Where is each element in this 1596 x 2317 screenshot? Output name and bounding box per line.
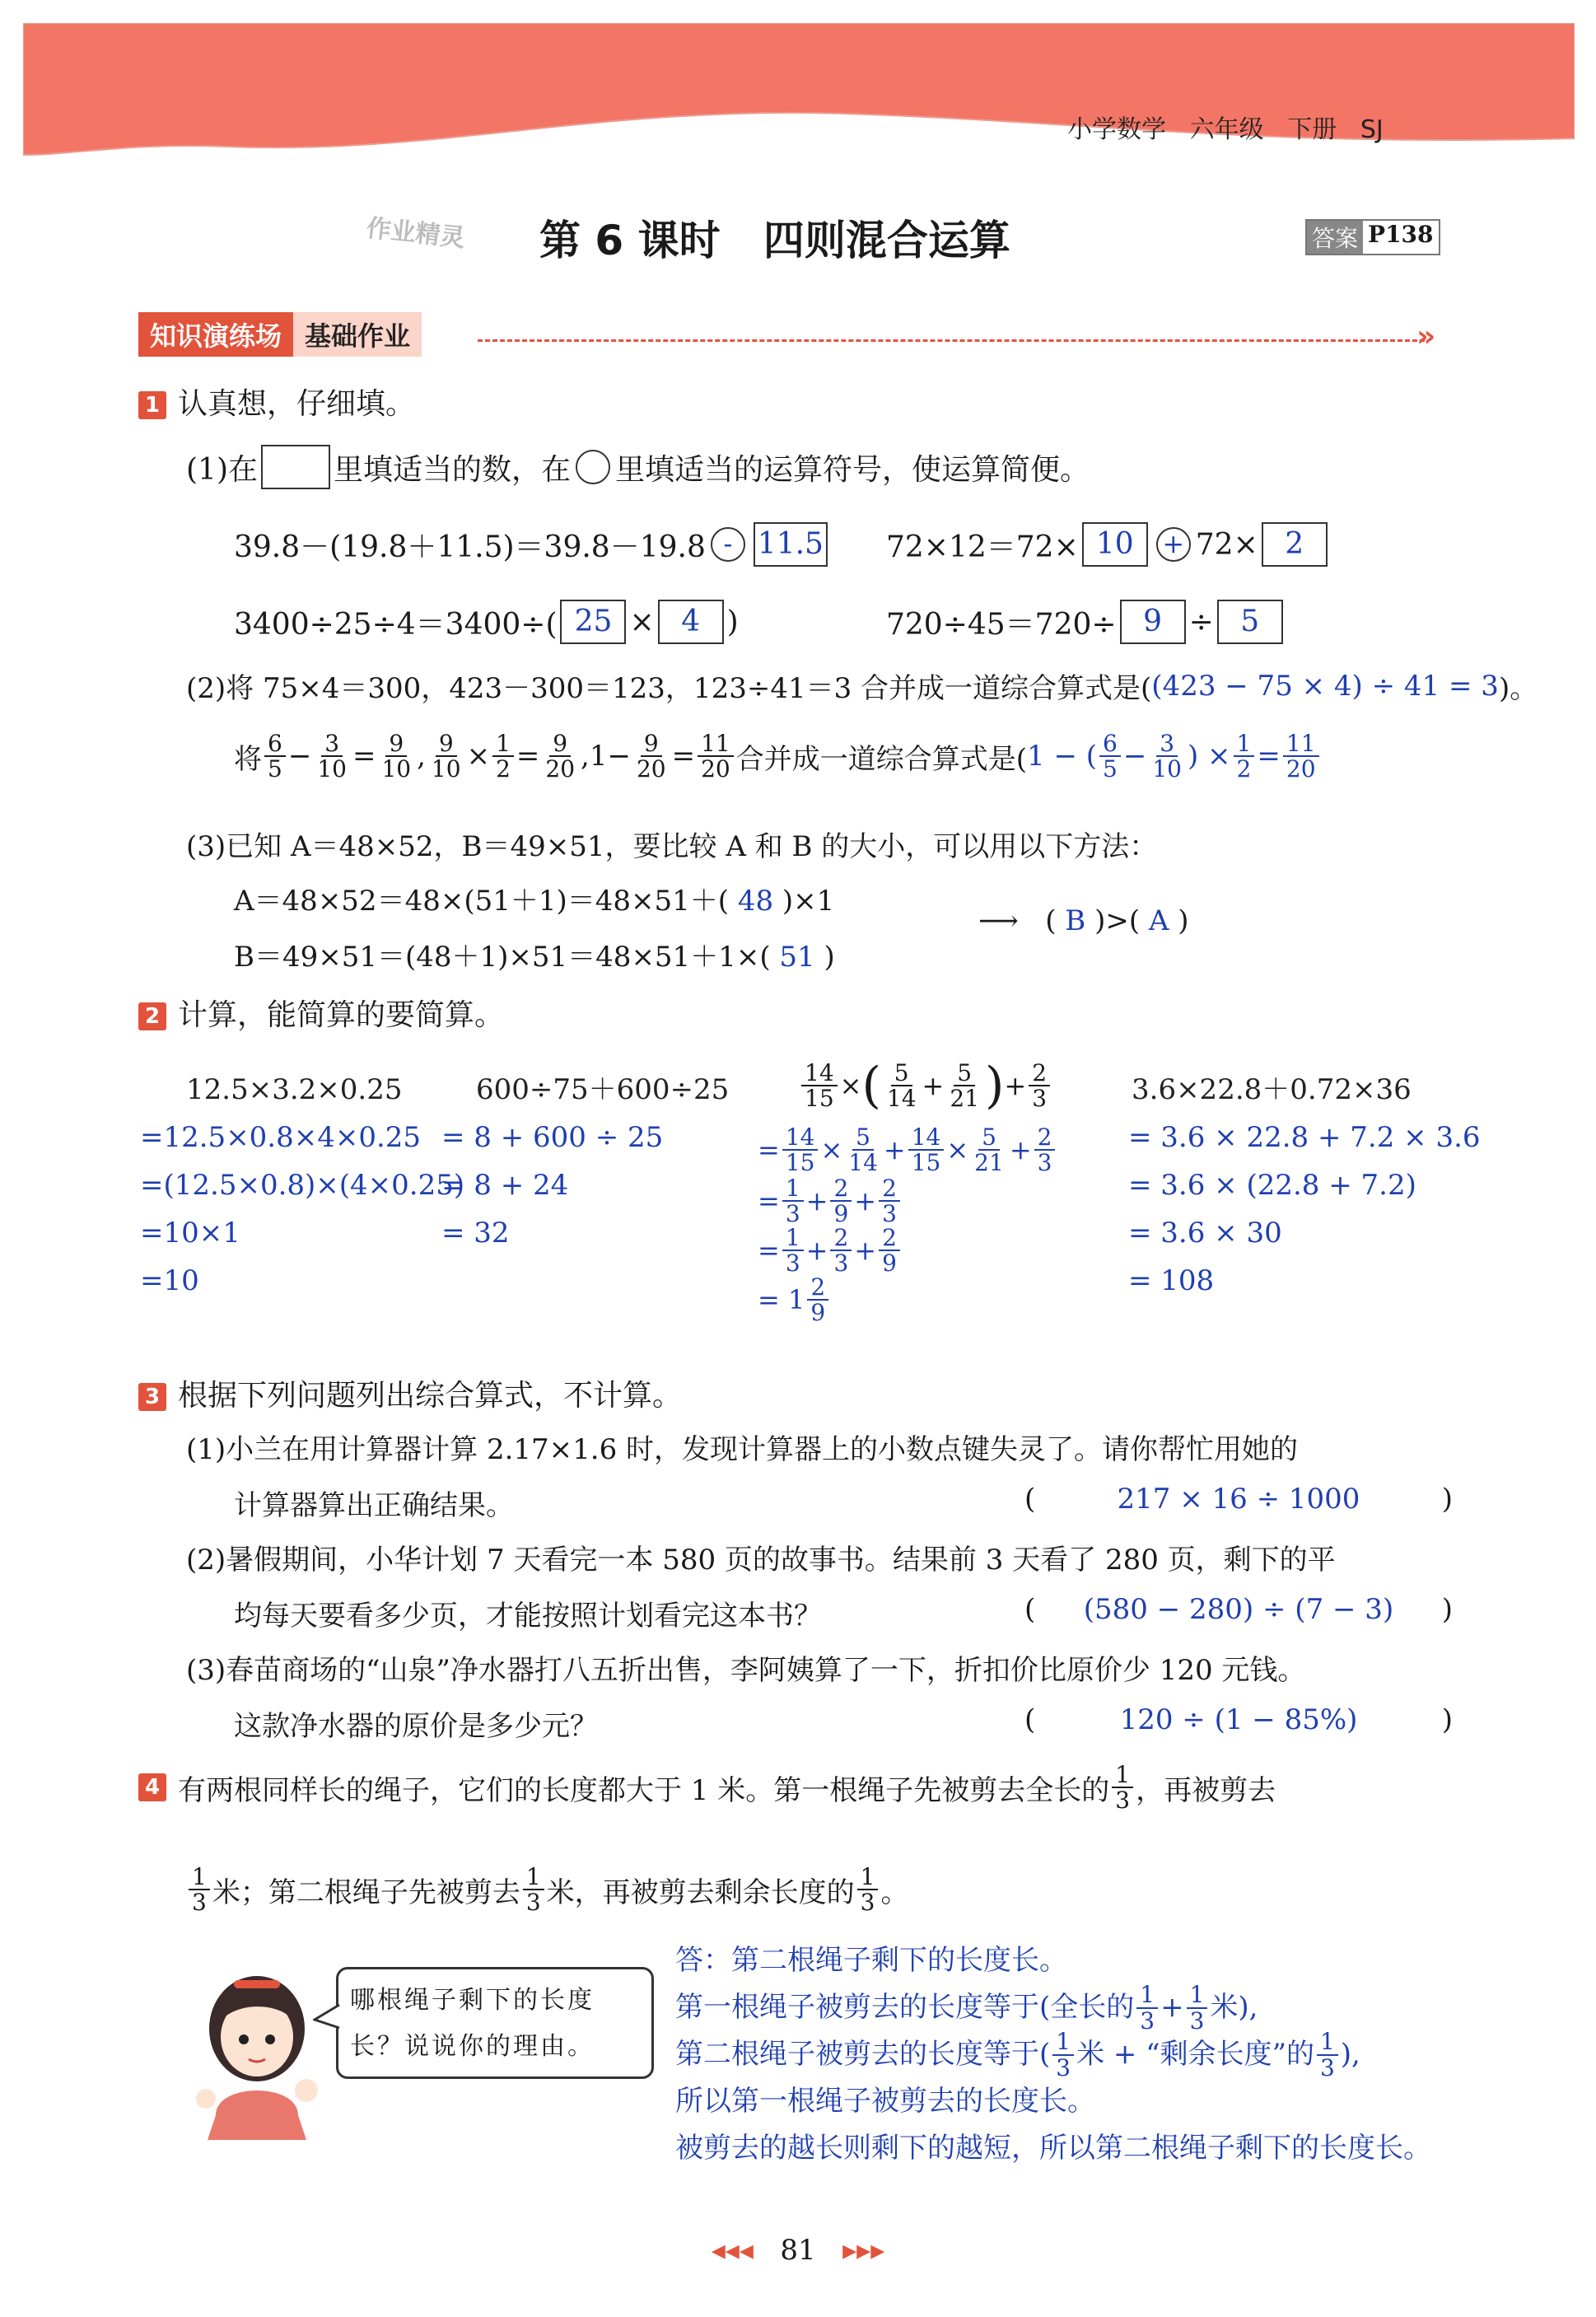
- q2-calc3: [758, 1048, 1057, 1324]
- q1-eq2-op: +: [1156, 527, 1191, 562]
- page-number: 81: [780, 2234, 816, 2267]
- q2-title-text: 计算，能简算的要简算。: [178, 998, 505, 1032]
- frac: $\frac{1}{3}$: [782, 1226, 804, 1276]
- q1-p3-l2-answer: 51: [779, 941, 815, 974]
- q1-eq2-box1: 10: [1082, 522, 1148, 567]
- q3-title: [138, 1372, 682, 1414]
- frac: $\frac{1}{3}$: [1136, 1983, 1158, 2033]
- answer-page: P138: [1368, 221, 1434, 248]
- paren-left: (: [1024, 1483, 1036, 1516]
- q4-ans-line: 被剪去的越长则剩下的越短，所以第二根绳子剩下的长度长。: [675, 2132, 1431, 2165]
- q2-calc2: [441, 1066, 729, 1257]
- frac: $\frac{3}{10}$: [317, 730, 347, 783]
- q4-answer: [675, 1937, 1431, 2172]
- frac: $\frac{2}{9}$: [807, 1275, 828, 1325]
- q1-badge: 1: [138, 391, 166, 419]
- section-tag-secondary: 基础作业: [293, 312, 422, 357]
- frac: $\frac{14}{15}$: [782, 1125, 819, 1175]
- q1-eq3-box1: 25: [560, 600, 626, 644]
- q3-p2-answer-row: [1024, 1593, 1453, 1626]
- q3-p3-answer: 120 ÷ (1 − 85%): [1119, 1703, 1358, 1736]
- q1-p2-end: )。: [1498, 672, 1538, 705]
- frac: $\frac{9}{20}$: [545, 730, 576, 783]
- frac: $\frac{1}{3}$: [782, 1176, 804, 1226]
- q1-eq3-end: ): [726, 605, 739, 639]
- frac: $\frac{2}{3}$: [879, 1176, 900, 1226]
- times-sign: ×: [839, 1070, 862, 1101]
- frac: $\frac{1}{2}$: [1234, 731, 1255, 782]
- volume: 下册: [1287, 115, 1337, 144]
- q3-p3-answer-row: [1024, 1703, 1453, 1736]
- q1-part3-line1: [234, 878, 834, 918]
- q2-c4-step: = 108: [1128, 1264, 1215, 1297]
- q1-p2-a: (2)将 75×4＝300，423－300＝123，123÷41＝3 合并成一道综合算式是(: [186, 672, 1152, 705]
- q3-p1-b: 计算器算出正确结果。: [234, 1489, 514, 1522]
- q2-c1-expr: 12.5×3.2×0.25: [186, 1073, 403, 1106]
- q2-calc4: [1128, 1066, 1481, 1305]
- edition: SJ: [1360, 115, 1384, 144]
- q3-p2-b: 均每天要看多少页，才能按照计划看完这本书？: [234, 1600, 822, 1633]
- q2-c1-step: =(12.5×0.8)×(4×0.25): [140, 1169, 465, 1202]
- frac: $\frac{6}{5}$: [1099, 731, 1121, 782]
- q4-line2-a: 米；第二根绳子先被剪去: [212, 1876, 520, 1909]
- q1-p2b-ans-c: =: [1257, 740, 1281, 773]
- q1-eq1-op: -: [711, 527, 745, 562]
- frac: $\frac{2}{3}$: [1029, 1061, 1050, 1111]
- q3-p2-answer: (580 − 280) ÷ (7 − 3): [1083, 1593, 1394, 1626]
- q2-c4-expr: 3.6×22.8＋0.72×36: [1132, 1073, 1412, 1106]
- q1-p1-c: 里填适当的运算符号，使运算简便。: [615, 452, 1090, 487]
- q1-eq2: [886, 522, 1331, 567]
- sample-circle: [576, 450, 610, 484]
- q2-c3-result: = 1 $\frac{2}{9}$: [758, 1275, 1057, 1324]
- grade: 六年级: [1189, 115, 1264, 144]
- q2-c3-expr: $\frac{14}{15}$ × ( $\frac{5}{14}$ + $\frac{5}{21}$ ) + $\frac{2}{3}$: [758, 1048, 1057, 1123]
- q3-p3-a: (3)春苗商场的“山泉”净水器打八五折出售，李阿姨算了一下，折扣价比原价少 120 元钱。: [186, 1654, 1306, 1687]
- subject: 小学数学: [1067, 115, 1166, 144]
- q2-c1-step: =12.5×0.8×4×0.25: [140, 1121, 422, 1154]
- frac: $\frac{9}{10}$: [431, 730, 461, 783]
- prev-arrows-icon[interactable]: ◂◂◂: [711, 2234, 754, 2267]
- q4-title: [138, 1763, 1276, 1813]
- q1-eq1-text: 39.8－(19.8＋11.5)＝39.8－19.8: [234, 530, 706, 564]
- frac: $\frac{5}{14}$: [848, 1123, 878, 1176]
- q3-p3-b: 这款净水器的原价是多少元？: [234, 1710, 598, 1743]
- double-chevron-icon: »: [1416, 320, 1436, 353]
- cmp-open: (: [1045, 904, 1057, 937]
- q1-p2-answer: (423 − 75 × 4) ÷ 41 = 3: [1151, 669, 1499, 703]
- q2-c3-step2: = $\frac{1}{3}$ + $\frac{2}{9}$ + $\frac{2}{3}$: [758, 1176, 1057, 1226]
- next-arrows-icon[interactable]: ▸▸▸: [842, 2234, 885, 2267]
- sample-box: [261, 445, 330, 489]
- q3-badge: 3: [138, 1383, 166, 1411]
- q1-title-text: 认真想，仔细填。: [178, 387, 416, 421]
- q2-calc1: [140, 1066, 464, 1305]
- q1-eq3-box2: 4: [658, 600, 724, 644]
- answer-label: 答案: [1307, 221, 1363, 254]
- q3-p1-answer-row: [1024, 1483, 1453, 1516]
- paren-right: ): [1441, 1483, 1453, 1516]
- q1-p3-l1: A＝48×52＝48×(51＋1)＝48×51＋(: [234, 885, 730, 918]
- q3-p1-answer: 217 × 16 ÷ 1000: [1117, 1483, 1360, 1516]
- frac: $\frac{1}{3}$: [189, 1865, 210, 1915]
- q1-eq1: [234, 522, 831, 567]
- frac: $\frac{14}{15}$: [908, 1125, 945, 1175]
- q1-eq2-a: 72×12＝72×: [886, 530, 1079, 564]
- page-footer: [0, 2234, 1596, 2267]
- q3-p2-a: (2)暑假期间，小华计划 7 天看完一本 580 页的故事书。结果前 3 天看了 280 页，剩下的平: [186, 1544, 1336, 1577]
- q2-c2-step: = 8 + 24: [441, 1169, 569, 1202]
- q2-c4-step: = 3.6 × (22.8 + 7.2): [1128, 1169, 1416, 1202]
- q1-eq3: [234, 600, 739, 644]
- frac: $\frac{3}{10}$: [1152, 730, 1182, 783]
- frac: $\frac{2}{3}$: [830, 1226, 852, 1276]
- book-info: [1067, 109, 1384, 145]
- cmp-larger: B: [1065, 904, 1086, 937]
- q1-part3-intro: (3)已知 A＝48×52，B＝49×51，要比较 A 和 B 的大小，可以用以下方法：: [186, 830, 1158, 863]
- section-divider: [478, 339, 1425, 342]
- q4-ans-line: 第二根绳子被剪去的长度等于( $\frac{1}{3}$ 米 + “剩余长度”的 $\frac{1}{3}$ ),: [675, 2028, 1360, 2081]
- q1-p2b-ans-b: ) ×: [1187, 740, 1231, 773]
- frac: $\frac{9}{20}$: [636, 730, 666, 783]
- q4-badge: 4: [138, 1773, 166, 1801]
- q1-p2b-ans-a: 1 − (: [1027, 740, 1098, 773]
- q2-title: [138, 992, 504, 1034]
- frac: $\frac{11}{20}$: [698, 731, 734, 782]
- q1-title: [138, 381, 415, 423]
- q4-title-a: 有两根同样长的绳子，它们的长度都大于 1 米。第一根绳子先被剪去全长的: [178, 1773, 1110, 1807]
- q1-part3-compare: [978, 904, 1189, 937]
- q1-eq1-box: 11.5: [754, 522, 828, 567]
- frac: $\frac{5}{21}$: [974, 1123, 1004, 1176]
- page-title: [539, 208, 1010, 267]
- frac: $\frac{6}{5}$: [264, 731, 286, 782]
- frac: $\frac{5}{21}$: [950, 1058, 979, 1112]
- paren-left: (: [1024, 1593, 1036, 1626]
- q3-p1-a: (1)小兰在用计算器计算 2.17×1.6 时，发现计算器上的小数点键失灵了。请你帮忙用她的: [186, 1433, 1299, 1466]
- q2-c1-step: =10: [140, 1264, 199, 1297]
- frac: $\frac{2}{3}$: [1034, 1125, 1056, 1175]
- q4-ans-line: 所以第一根绳子被剪去的长度长。: [675, 2085, 1095, 2118]
- q2-c3-step1: = $\frac{14}{15}$ × $\frac{5}{14}$ + $\frac{14}{15}$ × $\frac{5}{21}$ + $\frac{2}{3}$: [758, 1123, 1057, 1176]
- paren-left: (: [1024, 1703, 1036, 1736]
- q1-eq3-x: ×: [629, 605, 655, 639]
- q2-badge: 2: [138, 1002, 166, 1030]
- q2-c2-step: = 32: [441, 1217, 510, 1250]
- q1-eq4-div: ÷: [1188, 605, 1214, 639]
- q1-eq4-box2: 5: [1217, 600, 1283, 644]
- q1-p2b-a: 将: [234, 742, 262, 776]
- frac: $\frac{1}{3}$: [1187, 1983, 1208, 2033]
- q2-c3-step3: = $\frac{1}{3}$ + $\frac{2}{3}$ + $\frac{2}{9}$: [758, 1226, 1057, 1275]
- q2-c1-step: =10×1: [140, 1217, 240, 1250]
- cmp-mid: )>(: [1094, 904, 1141, 937]
- lesson-title: 四则混合运算: [763, 217, 1010, 264]
- frac: $\frac{1}{3}$: [857, 1865, 879, 1915]
- q1-p3-l1-end: )×1: [782, 885, 835, 918]
- section-header: [138, 313, 422, 356]
- frac: $\frac{1}{3}$: [523, 1865, 544, 1915]
- q1-p3-l2: B＝49×51＝(48＋1)×51＝48×51＋1×(: [234, 941, 771, 974]
- paren-right: ): [1441, 1703, 1453, 1736]
- arrow-icon: ⟶: [978, 904, 1019, 937]
- q1-part1-intro: [186, 445, 1090, 489]
- frac: $\frac{1}{3}$: [1317, 2030, 1338, 2080]
- q2-c4-step: = 3.6 × 30: [1128, 1217, 1282, 1250]
- answer-ref[interactable]: [1305, 219, 1440, 255]
- frac: $\frac{1}{3}$: [1112, 1763, 1133, 1813]
- q1-p2b-merge: 合并成一道综合算式是(: [735, 742, 1028, 776]
- q1-eq4-a: 720÷45＝720÷: [886, 607, 1117, 642]
- frac: $\frac{11}{20}$: [1283, 731, 1319, 782]
- q1-p1-a: (1)在: [186, 452, 258, 487]
- q1-p1-b: 里填适当的数，在: [334, 452, 572, 487]
- speech-bubble: 哪根绳子剩下的长度长？说说你的理由。: [336, 1967, 654, 2079]
- q3-title-text: 根据下列问题列出综合算式，不计算。: [178, 1379, 683, 1413]
- q1-eq2-box2: 2: [1262, 522, 1328, 567]
- q1-p3-l1-answer: 48: [737, 885, 774, 918]
- q1-eq2-b: 72×: [1195, 527, 1258, 562]
- q4-line2-c: 。: [880, 1876, 909, 1909]
- frac: $\frac{1}{3}$: [1052, 2030, 1074, 2080]
- lesson-number: 第 6 课时: [539, 217, 721, 264]
- frac: $\frac{2}{9}$: [879, 1226, 900, 1276]
- q2-c2-expr: 600÷75＋600÷25: [476, 1073, 730, 1106]
- frac: $\frac{2}{9}$: [830, 1176, 852, 1226]
- paren-right: ): [1441, 1593, 1453, 1626]
- q4-title-b: ，再被剪去: [1136, 1773, 1276, 1807]
- q1-eq4-box1: 9: [1120, 600, 1186, 644]
- q1-part3-line2: [234, 934, 835, 974]
- q2-c2-step: = 8 + 600 ÷ 25: [441, 1121, 664, 1154]
- q1-part2b: 将 $\frac{6}{5}$ − $\frac{3}{10}$ = $\frac{9}{10}$ , $\frac{9}{10}$ × $\frac{1}{2}$ = $\frac{9}{20}$ ,1− $\frac{9}{20}$ = $\frac{11}{20}$ 合并成一道综合算式是( 1 − ( $\frac{6}{5}$ − $\frac{3}{10}$ ) × $\frac{1}{2}$ = $\frac{11}{20}$: [234, 731, 1322, 782]
- frac: $\frac{5}{14}$: [886, 1058, 917, 1112]
- cmp-smaller: A: [1148, 904, 1169, 937]
- q1-eq4: [886, 600, 1286, 644]
- watermark: 作业精灵: [365, 213, 467, 254]
- cmp-close: ): [1178, 904, 1189, 937]
- frac: $\frac{14}{15}$: [801, 1061, 838, 1111]
- q4-line2: [186, 1865, 908, 1915]
- q1-part2: [186, 666, 1538, 706]
- q1-eq3-a: 3400÷25÷4＝3400÷(: [234, 607, 558, 642]
- q1-p3-l2-end: ): [824, 941, 835, 974]
- q2-c4-step: = 3.6 × 22.8 + 7.2 × 3.6: [1128, 1121, 1481, 1154]
- section-tag-primary: 知识演练场: [138, 312, 293, 357]
- bubble-tail: [313, 2002, 341, 2034]
- q4-ans-line: 第一根绳子被剪去的长度等于(全长的 $\frac{1}{3}$ + $\frac{1}{3}$ 米),: [675, 1981, 1258, 2034]
- girl-illustration: [183, 1950, 331, 2140]
- q4-ans-line: 答：第二根绳子剩下的长度长。: [675, 1944, 1067, 1977]
- q4-line2-b: 米，再被剪去剩余长度的: [546, 1876, 855, 1909]
- frac: $\frac{1}{2}$: [492, 731, 514, 782]
- frac: $\frac{9}{10}$: [381, 730, 412, 783]
